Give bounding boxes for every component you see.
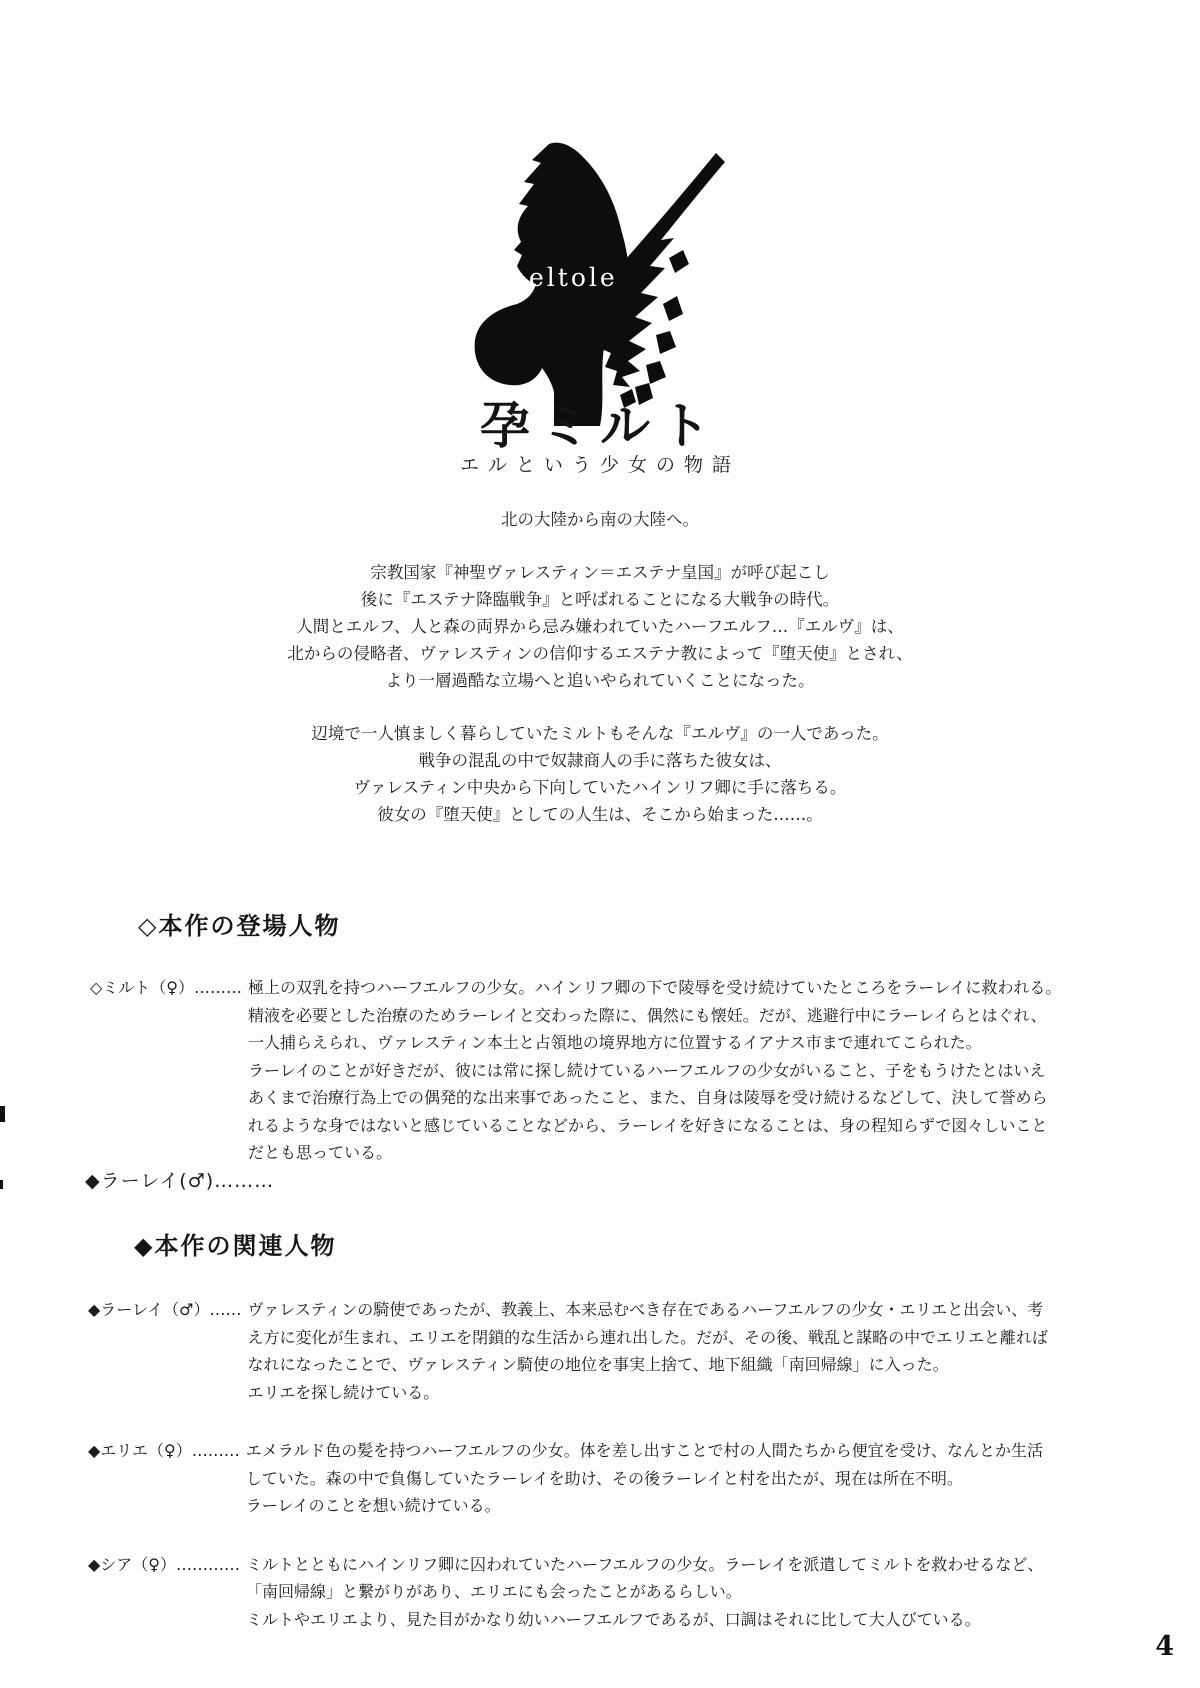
synopsis-paragraph: [0, 720, 1200, 828]
description-line: ミルトとともにハインリフ卿に囚われていたハーフエルフの少女。ラーレイを派遣してミルトを救わせるなど、: [246, 1554, 1044, 1574]
character-description: [246, 1437, 1160, 1520]
related-section-heading: ◆本作の関連人物: [134, 1232, 337, 1260]
character-entry-erie: [88, 1437, 1160, 1520]
synopsis-line: 戦争の混乱の中で奴隷商人の手に落ちた彼女は、: [418, 751, 782, 770]
winged-girl-silhouette: [428, 126, 740, 426]
page-number: 4: [1155, 1631, 1174, 1662]
description-line: 一人捕らえられ、ヴァレスティン本土と占領地の境界地方に位置するイアナス市まで連れてこられた。: [248, 1033, 982, 1052]
related-entries: [88, 1296, 1160, 1664]
synopsis-line: ヴァレスティン中央から下向していたハインリフ卿に手に落ちる。: [353, 778, 847, 797]
scan-artifact: [0, 1106, 5, 1122]
synopsis-line: 北の大陸から南の大陸へ。: [501, 510, 699, 529]
page-title: 孕ミルト: [480, 397, 720, 455]
description-line: あくまで治療行為上での偶発的な出来事であったこと、また、自身は陵辱を受け続けるなどして、決して誉めら: [248, 1088, 1048, 1107]
character-label: ◆ラーレイ（♂）……: [88, 1300, 242, 1319]
synopsis-line: 彼女の『堕天使』としての人生は、そこから始まった……。: [377, 805, 823, 824]
description-line: 精液を必要とした治療のためラーレイと交わった際に、偶然にも懐妊。だが、逃避行中にラーレイらとはぐれ、: [248, 1005, 1047, 1025]
description-line: 極上の双乳を持つハーフエルフの少女。ハインリフ卿の下で陵辱を受け続けていたところをラーレイに救われる。: [248, 978, 1062, 997]
synopsis: [0, 506, 1200, 854]
silhouette-artwork: [428, 126, 740, 426]
synopsis-line: 北からの侵略者、ヴァレスティンの信仰するエステナ教によって『堕天使』とされ、: [287, 644, 913, 663]
description-line: ヴァレスティンの騎使であったが、教義上、本来忌むべき存在であるハーフエルフの少女・エリエと出会い、考: [247, 1300, 1044, 1319]
description-line: ラーレイのことを想い続けている。: [245, 1496, 501, 1515]
cast-section-heading: ◇本作の登場人物: [138, 912, 341, 940]
synopsis-line: 辺境で一人慎ましく暮らしていたミルトもそんな『エルヴ』の一人であった。: [311, 724, 889, 743]
character-description: [246, 1551, 1160, 1634]
synopsis-paragraph: [0, 506, 1200, 533]
character-entry-miruto: [90, 974, 1142, 1167]
character-label: ◇ミルト（♀）………: [90, 978, 243, 997]
description-line: ミルトやエリエより、見た目がかなり幼いハーフエルフであるが、口調はそれに比して大人びている。: [246, 1609, 981, 1629]
character-entry-rarei: [88, 1296, 1160, 1406]
description-line: していた。森の中で負傷していたラーレイを助け、その後ラーレイと村を出たが、現在は所在不明。: [245, 1468, 963, 1488]
circle-logo-text: eltole: [529, 263, 618, 292]
page-subtitle: エルという少女の物語: [459, 454, 740, 476]
character-entry-shia: [88, 1551, 1160, 1634]
synopsis-line: 人間とエルフ、人と森の両界から忌み嫌われていたハーフエルフ…『エルヴ』は、: [296, 617, 904, 636]
description-line: ラーレイのことが好きだが、彼には常に探し続けているハーフエルフの少女がいること、子をもうけたとはいえ: [248, 1060, 1046, 1080]
scan-artifact: [0, 1180, 3, 1189]
description-line: え方に変化が生まれ、エリエを閉鎖的な生活から連れ出した。だが、その後、戦乱と謀略の中でエリエと離れば: [247, 1327, 1048, 1347]
description-line: エリエを探し続けている。: [247, 1382, 440, 1402]
character-description: [248, 974, 1142, 1167]
character-description: [248, 1296, 1160, 1406]
synopsis-line: より一層過酷な立場へと追いやられていくことになった。: [385, 671, 815, 690]
description-line: なれになったことで、ヴァレスティン騎使の地位を事実上捨て、地下組織「南回帰線」に入った。: [247, 1355, 949, 1374]
synopsis-line: 宗教国家『神聖ヴァレスティン＝エステナ皇国』が呼び起こし: [370, 563, 830, 582]
character-label: ◆シア（♀）…………: [88, 1554, 241, 1574]
description-line: 「南回帰線」と繋がりがあり、エリエにも会ったことがあるらしい。: [246, 1582, 742, 1601]
character-label-rarei-standalone: ◆ラーレイ(♂)………: [85, 1170, 275, 1192]
description-line: だとも思っている。: [248, 1143, 393, 1162]
synopsis-paragraph: [0, 559, 1200, 694]
character-label: ◆エリエ（♀）………: [88, 1441, 240, 1460]
synopsis-line: 後に『エステナ降臨戦争』と呼ばれることになる大戦争の時代。: [360, 590, 840, 609]
description-line: れるような身ではないと感じていることなどから、ラーレイを好きになることは、身の程知らずで図々しいこと: [248, 1115, 1048, 1135]
description-line: エメラルド色の髪を持つハーフエルフの少女。体を差し出すことで村の人間たちから便宜を受け、なんとか生活: [245, 1441, 1044, 1460]
